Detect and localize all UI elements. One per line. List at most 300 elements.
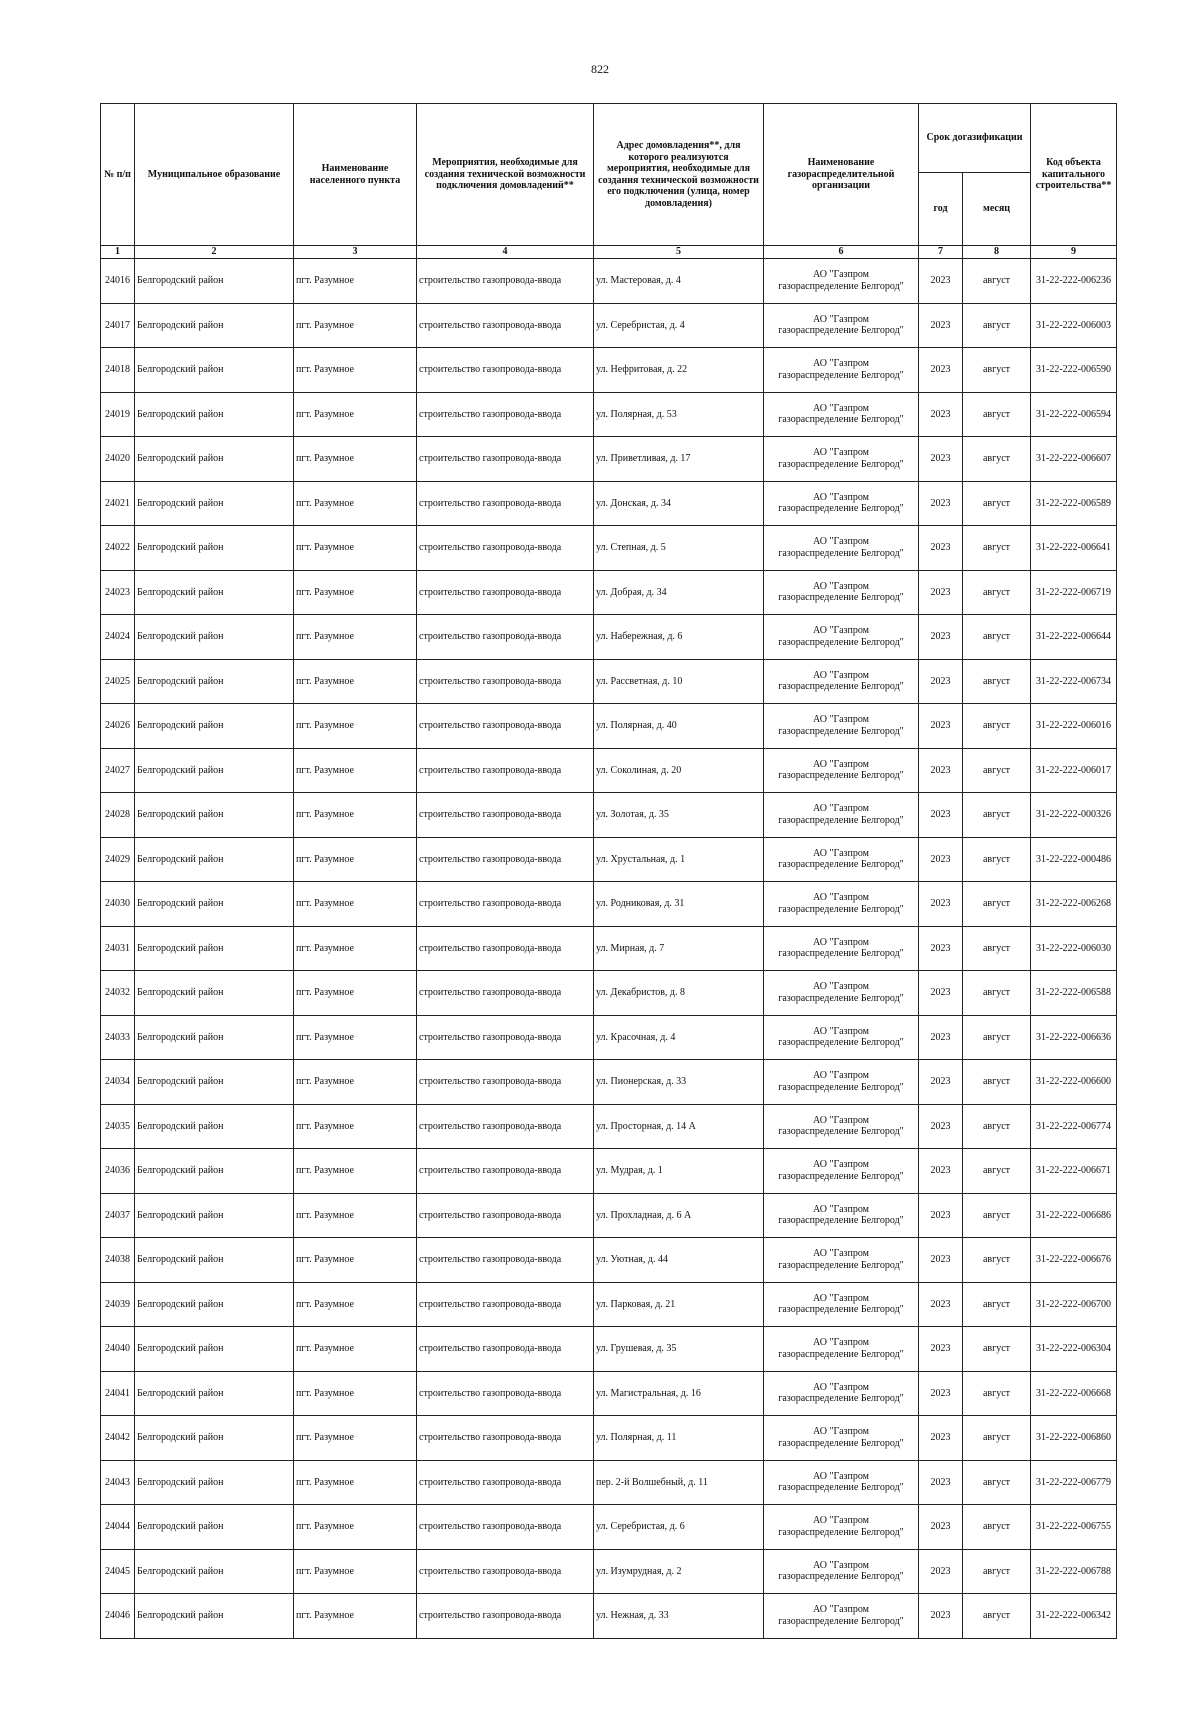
month-cell: август	[963, 1149, 1031, 1194]
row-number: 24046	[101, 1594, 135, 1639]
measure-cell: строительство газопровода-ввода	[417, 793, 594, 838]
year-cell: 2023	[919, 1594, 963, 1639]
address-cell: ул. Набережная, д. 6	[594, 615, 764, 660]
table-row	[101, 392, 1117, 437]
settlement-cell: пгт. Разумное	[294, 659, 417, 704]
year-cell: 2023	[919, 1060, 963, 1105]
organization-cell	[764, 437, 919, 482]
organization-line-2: газораспределение Белгород"	[778, 681, 904, 693]
month-cell: август	[963, 1060, 1031, 1105]
municipality-cell: Белгородский район	[135, 1015, 294, 1060]
table-row	[101, 793, 1117, 838]
year-cell: 2023	[919, 303, 963, 348]
address-cell: ул. Соколиная, д. 20	[594, 748, 764, 793]
address-cell: ул. Магистральная, д. 16	[594, 1371, 764, 1416]
municipality-cell: Белгородский район	[135, 615, 294, 660]
address-cell: ул. Хрустальная, д. 1	[594, 837, 764, 882]
organization-cell	[764, 392, 919, 437]
year-cell: 2023	[919, 1149, 963, 1194]
organization-line-2: газораспределение Белгород"	[778, 547, 904, 559]
row-number: 24039	[101, 1282, 135, 1327]
object-code-cell: 31-22-222-006589	[1031, 481, 1117, 526]
year-cell: 2023	[919, 1549, 963, 1594]
column-number: 2	[135, 246, 294, 259]
measure-cell: строительство газопровода-ввода	[417, 1460, 594, 1505]
table-row	[101, 1327, 1117, 1372]
settlement-cell: пгт. Разумное	[294, 570, 417, 615]
year-cell: 2023	[919, 615, 963, 660]
object-code-cell: 31-22-222-006600	[1031, 1060, 1117, 1105]
month-cell: август	[963, 481, 1031, 526]
organization-cell	[764, 1015, 919, 1060]
organization-line-1: АО "Газпром	[813, 536, 869, 548]
row-number: 24023	[101, 570, 135, 615]
object-code-cell: 31-22-222-006860	[1031, 1416, 1117, 1461]
table-row	[101, 303, 1117, 348]
organization-line-1: АО "Газпром	[813, 358, 869, 370]
organization-line-2: газораспределение Белгород"	[778, 636, 904, 648]
municipality-cell: Белгородский район	[135, 1104, 294, 1149]
organization-line-1: АО "Газпром	[813, 313, 869, 325]
row-number: 24035	[101, 1104, 135, 1149]
settlement-cell: пгт. Разумное	[294, 748, 417, 793]
settlement-cell: пгт. Разумное	[294, 1238, 417, 1283]
measure-cell: строительство газопровода-ввода	[417, 1149, 594, 1194]
year-cell: 2023	[919, 1193, 963, 1238]
address-cell: ул. Парковая, д. 21	[594, 1282, 764, 1327]
object-code-cell: 31-22-222-006755	[1031, 1505, 1117, 1550]
month-cell: август	[963, 1193, 1031, 1238]
organization-cell	[764, 1594, 919, 1639]
measure-cell: строительство газопровода-ввода	[417, 926, 594, 971]
address-cell: ул. Приветливая, д. 17	[594, 437, 764, 482]
measure-cell: строительство газопровода-ввода	[417, 1505, 594, 1550]
organization-line-1: АО "Газпром	[813, 1470, 869, 1482]
organization-cell	[764, 259, 919, 304]
organization-line-1: АО "Газпром	[813, 847, 869, 859]
object-code-cell: 31-22-222-006700	[1031, 1282, 1117, 1327]
month-cell: август	[963, 793, 1031, 838]
organization-line-2: газораспределение Белгород"	[778, 1126, 904, 1138]
year-cell: 2023	[919, 837, 963, 882]
measure-cell: строительство газопровода-ввода	[417, 615, 594, 660]
organization-line-2: газораспределение Белгород"	[778, 1259, 904, 1271]
table-row	[101, 1549, 1117, 1594]
month-cell: август	[963, 1327, 1031, 1372]
organization-line-2: газораспределение Белгород"	[778, 1437, 904, 1449]
address-cell: ул. Красочная, д. 4	[594, 1015, 764, 1060]
column-number-row	[101, 246, 1117, 259]
organization-line-1: АО "Газпром	[813, 1248, 869, 1260]
row-number: 24026	[101, 704, 135, 749]
settlement-cell: пгт. Разумное	[294, 1549, 417, 1594]
settlement-cell: пгт. Разумное	[294, 1416, 417, 1461]
month-cell: август	[963, 259, 1031, 304]
table-row	[101, 437, 1117, 482]
organization-line-2: газораспределение Белгород"	[778, 414, 904, 426]
row-number: 24030	[101, 882, 135, 927]
organization-cell	[764, 1549, 919, 1594]
organization-cell	[764, 882, 919, 927]
row-number: 24017	[101, 303, 135, 348]
organization-line-2: газораспределение Белгород"	[778, 814, 904, 826]
municipality-cell: Белгородский район	[135, 259, 294, 304]
year-cell: 2023	[919, 348, 963, 393]
table-row	[101, 837, 1117, 882]
header-month: месяц	[963, 173, 1031, 246]
month-cell: август	[963, 615, 1031, 660]
organization-line-2: газораспределение Белгород"	[778, 1571, 904, 1583]
municipality-cell: Белгородский район	[135, 793, 294, 838]
column-number: 3	[294, 246, 417, 259]
organization-line-1: АО "Газпром	[813, 447, 869, 459]
measure-cell: строительство газопровода-ввода	[417, 1060, 594, 1105]
year-cell: 2023	[919, 1505, 963, 1550]
header-municipality: Муниципальное образование	[135, 104, 294, 246]
settlement-cell: пгт. Разумное	[294, 615, 417, 660]
organization-line-1: АО "Газпром	[813, 758, 869, 770]
object-code-cell: 31-22-222-006668	[1031, 1371, 1117, 1416]
header-year: год	[919, 173, 963, 246]
object-code-cell: 31-22-222-006774	[1031, 1104, 1117, 1149]
month-cell: август	[963, 926, 1031, 971]
year-cell: 2023	[919, 1460, 963, 1505]
table-row	[101, 659, 1117, 704]
organization-line-1: АО "Газпром	[813, 1337, 869, 1349]
measure-cell: строительство газопровода-ввода	[417, 1282, 594, 1327]
measure-cell: строительство газопровода-ввода	[417, 259, 594, 304]
organization-line-1: АО "Газпром	[813, 1604, 869, 1616]
row-number: 24045	[101, 1549, 135, 1594]
municipality-cell: Белгородский район	[135, 570, 294, 615]
address-cell: ул. Мирная, д. 7	[594, 926, 764, 971]
gasification-table	[100, 103, 1117, 1639]
measure-cell: строительство газопровода-ввода	[417, 1549, 594, 1594]
object-code-cell: 31-22-222-006641	[1031, 526, 1117, 571]
organization-line-2: газораспределение Белгород"	[778, 1615, 904, 1627]
row-number: 24032	[101, 971, 135, 1016]
year-cell: 2023	[919, 1015, 963, 1060]
municipality-cell: Белгородский район	[135, 1416, 294, 1461]
address-cell: ул. Золотая, д. 35	[594, 793, 764, 838]
organization-cell	[764, 1327, 919, 1372]
column-number: 8	[963, 246, 1031, 259]
year-cell: 2023	[919, 748, 963, 793]
address-cell: ул. Уютная, д. 44	[594, 1238, 764, 1283]
measure-cell: строительство газопровода-ввода	[417, 704, 594, 749]
row-number: 24024	[101, 615, 135, 660]
object-code-cell: 31-22-222-006268	[1031, 882, 1117, 927]
address-cell: ул. Декабристов, д. 8	[594, 971, 764, 1016]
organization-cell	[764, 1460, 919, 1505]
table-row	[101, 1282, 1117, 1327]
settlement-cell: пгт. Разумное	[294, 926, 417, 971]
row-number: 24018	[101, 348, 135, 393]
column-number: 9	[1031, 246, 1117, 259]
year-cell: 2023	[919, 526, 963, 571]
address-cell: ул. Просторная, д. 14 А	[594, 1104, 764, 1149]
table-row	[101, 481, 1117, 526]
measure-cell: строительство газопровода-ввода	[417, 1193, 594, 1238]
organization-cell	[764, 793, 919, 838]
address-cell: ул. Пионерская, д. 33	[594, 1060, 764, 1105]
month-cell: август	[963, 570, 1031, 615]
organization-line-2: газораспределение Белгород"	[778, 1348, 904, 1360]
month-cell: август	[963, 437, 1031, 482]
municipality-cell: Белгородский район	[135, 303, 294, 348]
row-number: 24028	[101, 793, 135, 838]
table-row	[101, 1238, 1117, 1283]
organization-line-1: АО "Газпром	[813, 1426, 869, 1438]
measure-cell: строительство газопровода-ввода	[417, 348, 594, 393]
measure-cell: строительство газопровода-ввода	[417, 437, 594, 482]
organization-line-2: газораспределение Белгород"	[778, 1215, 904, 1227]
object-code-cell: 31-22-222-006304	[1031, 1327, 1117, 1372]
organization-line-2: газораспределение Белгород"	[778, 1170, 904, 1182]
column-number: 1	[101, 246, 135, 259]
year-cell: 2023	[919, 437, 963, 482]
settlement-cell: пгт. Разумное	[294, 526, 417, 571]
row-number: 24041	[101, 1371, 135, 1416]
measure-cell: строительство газопровода-ввода	[417, 1371, 594, 1416]
settlement-cell: пгт. Разумное	[294, 837, 417, 882]
municipality-cell: Белгородский район	[135, 1149, 294, 1194]
address-cell: ул. Рассветная, д. 10	[594, 659, 764, 704]
address-cell: ул. Донская, д. 34	[594, 481, 764, 526]
table-row	[101, 570, 1117, 615]
table-row	[101, 1015, 1117, 1060]
organization-line-1: АО "Газпром	[813, 803, 869, 815]
table-row	[101, 882, 1117, 927]
organization-line-1: АО "Газпром	[813, 1159, 869, 1171]
month-cell: август	[963, 1015, 1031, 1060]
object-code-cell: 31-22-222-006017	[1031, 748, 1117, 793]
organization-cell	[764, 837, 919, 882]
settlement-cell: пгт. Разумное	[294, 303, 417, 348]
table-row	[101, 1193, 1117, 1238]
address-cell: ул. Мастеровая, д. 4	[594, 259, 764, 304]
organization-cell	[764, 481, 919, 526]
header-deadline-group: Срок догазификации	[919, 104, 1031, 173]
year-cell: 2023	[919, 882, 963, 927]
organization-line-1: АО "Газпром	[813, 1203, 869, 1215]
object-code-cell: 31-22-222-006788	[1031, 1549, 1117, 1594]
address-cell: ул. Родниковая, д. 31	[594, 882, 764, 927]
row-number: 24043	[101, 1460, 135, 1505]
row-number: 24025	[101, 659, 135, 704]
address-cell: ул. Полярная, д. 11	[594, 1416, 764, 1461]
organization-line-2: газораспределение Белгород"	[778, 458, 904, 470]
organization-cell	[764, 659, 919, 704]
municipality-cell: Белгородский район	[135, 659, 294, 704]
organization-line-2: газораспределение Белгород"	[778, 725, 904, 737]
organization-line-1: АО "Газпром	[813, 1515, 869, 1527]
organization-line-2: газораспределение Белгород"	[778, 903, 904, 915]
organization-cell	[764, 971, 919, 1016]
row-number: 24040	[101, 1327, 135, 1372]
year-cell: 2023	[919, 971, 963, 1016]
object-code-cell: 31-22-222-006342	[1031, 1594, 1117, 1639]
column-number: 5	[594, 246, 764, 259]
measure-cell: строительство газопровода-ввода	[417, 882, 594, 927]
municipality-cell: Белгородский район	[135, 437, 294, 482]
measure-cell: строительство газопровода-ввода	[417, 1327, 594, 1372]
settlement-cell: пгт. Разумное	[294, 1104, 417, 1149]
table-row	[101, 1060, 1117, 1105]
organization-cell	[764, 348, 919, 393]
row-number: 24016	[101, 259, 135, 304]
row-number: 24020	[101, 437, 135, 482]
measure-cell: строительство газопровода-ввода	[417, 971, 594, 1016]
header-address: Адрес домовладения**, для которого реализуются мероприятия, необходимые для создания технической возможности его подключения (улица, номер домовладения)	[594, 104, 764, 246]
measure-cell: строительство газопровода-ввода	[417, 837, 594, 882]
year-cell: 2023	[919, 659, 963, 704]
municipality-cell: Белгородский район	[135, 926, 294, 971]
address-cell: ул. Серебристая, д. 4	[594, 303, 764, 348]
measure-cell: строительство газопровода-ввода	[417, 1104, 594, 1149]
settlement-cell: пгт. Разумное	[294, 793, 417, 838]
address-cell: ул. Прохладная, д. 6 А	[594, 1193, 764, 1238]
month-cell: август	[963, 1549, 1031, 1594]
address-cell: ул. Мудрая, д. 1	[594, 1149, 764, 1194]
header-measures: Мероприятия, необходимые для создания технической возможности подключения домовладений**	[417, 104, 594, 246]
address-cell: ул. Полярная, д. 53	[594, 392, 764, 437]
address-cell: ул. Грушевая, д. 35	[594, 1327, 764, 1372]
month-cell: август	[963, 1238, 1031, 1283]
organization-cell	[764, 926, 919, 971]
organization-line-2: газораспределение Белгород"	[778, 770, 904, 782]
measure-cell: строительство газопровода-ввода	[417, 748, 594, 793]
month-cell: август	[963, 526, 1031, 571]
row-number: 24042	[101, 1416, 135, 1461]
organization-cell	[764, 1193, 919, 1238]
object-code-cell: 31-22-222-006686	[1031, 1193, 1117, 1238]
row-number: 24021	[101, 481, 135, 526]
measure-cell: строительство газопровода-ввода	[417, 659, 594, 704]
organization-line-2: газораспределение Белгород"	[778, 859, 904, 871]
organization-line-1: АО "Газпром	[813, 714, 869, 726]
measure-cell: строительство газопровода-ввода	[417, 303, 594, 348]
settlement-cell: пгт. Разумное	[294, 437, 417, 482]
table-row	[101, 748, 1117, 793]
organization-line-1: АО "Газпром	[813, 1114, 869, 1126]
municipality-cell: Белгородский район	[135, 704, 294, 749]
month-cell: август	[963, 1282, 1031, 1327]
organization-cell	[764, 1060, 919, 1105]
municipality-cell: Белгородский район	[135, 748, 294, 793]
organization-line-2: газораспределение Белгород"	[778, 280, 904, 292]
row-number: 24044	[101, 1505, 135, 1550]
municipality-cell: Белгородский район	[135, 1238, 294, 1283]
month-cell: август	[963, 1104, 1031, 1149]
table-row	[101, 1149, 1117, 1194]
column-number: 7	[919, 246, 963, 259]
year-cell: 2023	[919, 1104, 963, 1149]
organization-line-1: АО "Газпром	[813, 936, 869, 948]
header-object-code: Код объекта капитального строительства**	[1031, 104, 1117, 246]
municipality-cell: Белгородский район	[135, 1371, 294, 1416]
settlement-cell: пгт. Разумное	[294, 704, 417, 749]
month-cell: август	[963, 1460, 1031, 1505]
organization-cell	[764, 526, 919, 571]
address-cell: пер. 2-й Волшебный, д. 11	[594, 1460, 764, 1505]
object-code-cell: 31-22-222-000326	[1031, 793, 1117, 838]
table-row	[101, 259, 1117, 304]
municipality-cell: Белгородский район	[135, 1282, 294, 1327]
month-cell: август	[963, 971, 1031, 1016]
settlement-cell: пгт. Разумное	[294, 1149, 417, 1194]
row-number: 24029	[101, 837, 135, 882]
municipality-cell: Белгородский район	[135, 1327, 294, 1372]
month-cell: август	[963, 837, 1031, 882]
object-code-cell: 31-22-222-006779	[1031, 1460, 1117, 1505]
municipality-cell: Белгородский район	[135, 1594, 294, 1639]
measure-cell: строительство газопровода-ввода	[417, 392, 594, 437]
organization-line-2: газораспределение Белгород"	[778, 325, 904, 337]
measure-cell: строительство газопровода-ввода	[417, 1594, 594, 1639]
organization-line-2: газораспределение Белгород"	[778, 1393, 904, 1405]
organization-line-2: газораспределение Белгород"	[778, 503, 904, 515]
organization-line-2: газораспределение Белгород"	[778, 369, 904, 381]
organization-cell	[764, 1371, 919, 1416]
month-cell: август	[963, 704, 1031, 749]
organization-line-2: газораспределение Белгород"	[778, 592, 904, 604]
municipality-cell: Белгородский район	[135, 971, 294, 1016]
measure-cell: строительство газопровода-ввода	[417, 1015, 594, 1060]
row-number: 24038	[101, 1238, 135, 1283]
organization-line-1: АО "Газпром	[813, 981, 869, 993]
object-code-cell: 31-22-222-006734	[1031, 659, 1117, 704]
address-cell: ул. Степная, д. 5	[594, 526, 764, 571]
settlement-cell: пгт. Разумное	[294, 971, 417, 1016]
organization-cell	[764, 748, 919, 793]
column-number: 6	[764, 246, 919, 259]
table-row	[101, 1505, 1117, 1550]
settlement-cell: пгт. Разумное	[294, 481, 417, 526]
organization-cell	[764, 704, 919, 749]
month-cell: август	[963, 748, 1031, 793]
table-row	[101, 1416, 1117, 1461]
object-code-cell: 31-22-222-006671	[1031, 1149, 1117, 1194]
organization-cell	[764, 570, 919, 615]
municipality-cell: Белгородский район	[135, 392, 294, 437]
column-number: 4	[417, 246, 594, 259]
object-code-cell: 31-22-222-000486	[1031, 837, 1117, 882]
organization-line-2: газораспределение Белгород"	[778, 1482, 904, 1494]
municipality-cell: Белгородский район	[135, 882, 294, 927]
month-cell: август	[963, 348, 1031, 393]
table-row	[101, 1594, 1117, 1639]
table-row	[101, 1371, 1117, 1416]
municipality-cell: Белгородский район	[135, 348, 294, 393]
organization-line-2: газораспределение Белгород"	[778, 948, 904, 960]
year-cell: 2023	[919, 570, 963, 615]
organization-line-1: АО "Газпром	[813, 580, 869, 592]
object-code-cell: 31-22-222-006030	[1031, 926, 1117, 971]
settlement-cell: пгт. Разумное	[294, 1594, 417, 1639]
organization-cell	[764, 303, 919, 348]
organization-cell	[764, 1149, 919, 1194]
settlement-cell: пгт. Разумное	[294, 882, 417, 927]
municipality-cell: Белгородский район	[135, 1505, 294, 1550]
row-number: 24037	[101, 1193, 135, 1238]
year-cell: 2023	[919, 793, 963, 838]
table-row	[101, 526, 1117, 571]
month-cell: август	[963, 1416, 1031, 1461]
object-code-cell: 31-22-222-006236	[1031, 259, 1117, 304]
organization-line-2: газораспределение Белгород"	[778, 1304, 904, 1316]
row-number: 24019	[101, 392, 135, 437]
